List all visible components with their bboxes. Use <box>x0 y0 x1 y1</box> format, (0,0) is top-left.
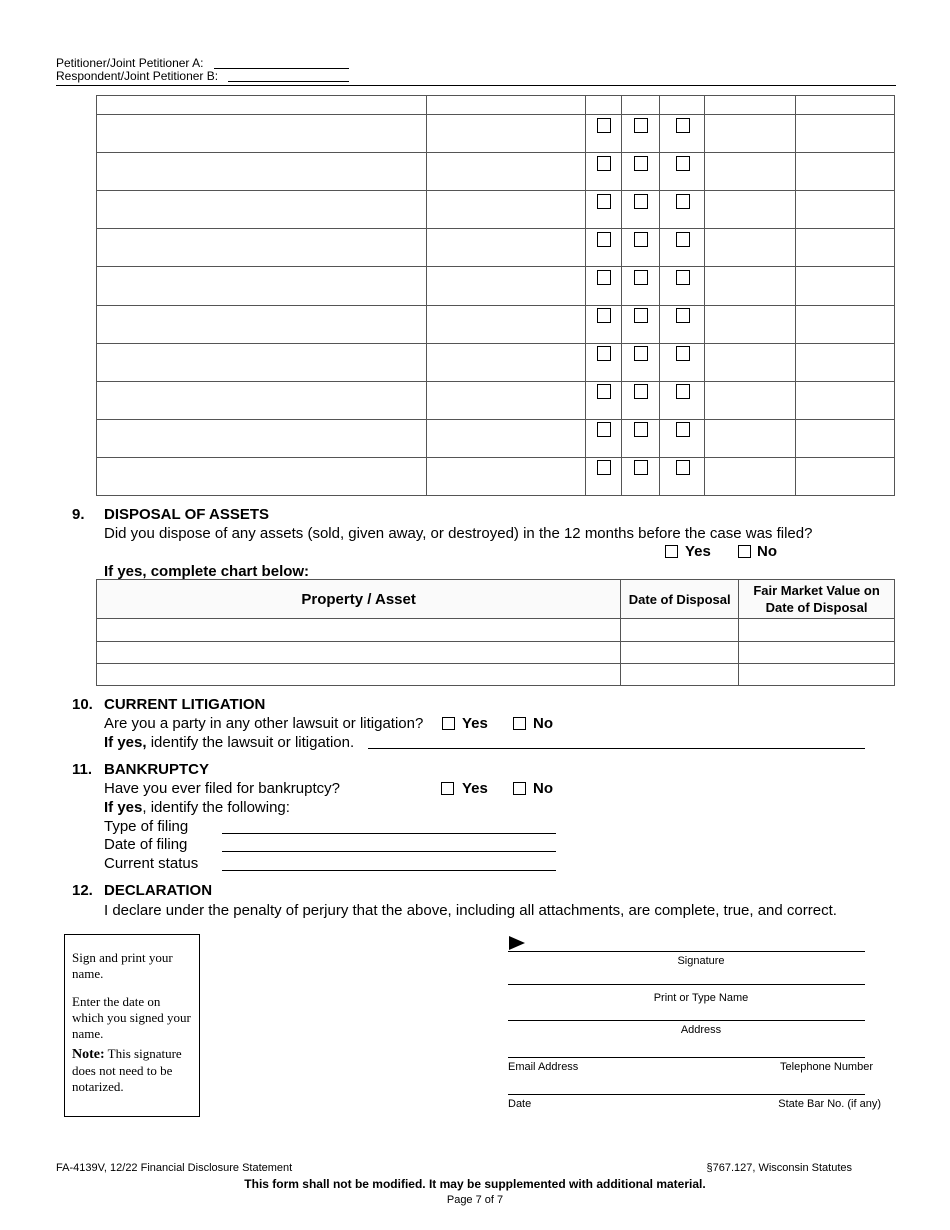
table-row[interactable] <box>97 381 895 419</box>
row-checkbox[interactable] <box>597 346 611 361</box>
table-row[interactable] <box>97 419 895 457</box>
row-checkbox[interactable] <box>676 422 690 437</box>
row-checkbox[interactable] <box>634 308 648 323</box>
s11-no-checkbox[interactable] <box>513 782 526 795</box>
s9-number: 9. <box>72 506 85 523</box>
row-checkbox[interactable] <box>597 270 611 285</box>
row-checkbox[interactable] <box>597 232 611 247</box>
instruction-date: Enter the date on which you signed your name. <box>72 994 191 1041</box>
table-row[interactable] <box>97 663 895 685</box>
row-checkbox[interactable] <box>676 384 690 399</box>
address-field[interactable] <box>508 1020 865 1021</box>
row-checkbox[interactable] <box>634 194 648 209</box>
note-label: Note: <box>72 1047 105 1062</box>
s11-title: BANKRUPTCY <box>104 761 209 778</box>
header-rule <box>56 85 896 86</box>
s11-number: 11. <box>72 761 93 778</box>
footer-notice: This form shall not be modified. It may be supplemented with additional material. <box>244 1177 706 1191</box>
s12-title: DECLARATION <box>104 882 213 899</box>
s11-status-label: Current status <box>104 855 199 872</box>
row-checkbox[interactable] <box>676 232 690 247</box>
s10-no-checkbox[interactable] <box>513 717 526 730</box>
row-checkbox[interactable] <box>597 118 611 133</box>
table-row[interactable] <box>97 229 895 267</box>
row-checkbox[interactable] <box>634 156 648 171</box>
email-label: Email Address <box>508 1061 579 1073</box>
row-checkbox[interactable] <box>597 156 611 171</box>
row-checkbox[interactable] <box>597 460 611 475</box>
date-barno-field[interactable] <box>508 1094 865 1095</box>
email-telephone-field[interactable] <box>508 1057 865 1058</box>
date-label: Date <box>508 1098 532 1110</box>
s9-no-label: No <box>757 543 777 560</box>
table-row[interactable] <box>97 641 895 663</box>
row-checkbox[interactable] <box>676 346 690 361</box>
col-date-of-disposal: Date of Disposal <box>621 580 739 619</box>
instruction-box <box>64 934 200 1117</box>
table-row[interactable] <box>97 619 895 641</box>
table-row[interactable] <box>97 153 895 191</box>
s11-ifyes-bold: If yes <box>104 799 143 816</box>
s11-type-label: Type of filing <box>104 818 189 835</box>
instruction-sign: Sign and print your name. <box>72 950 173 981</box>
s11-question: Have you ever filed for bankruptcy? <box>104 780 340 797</box>
s10-yes-checkbox[interactable] <box>442 717 455 730</box>
s11-ifyes <box>104 799 290 816</box>
s12-text: I declare under the penalty of perjury that the above, including all attachments, are complete, true, and correct. <box>104 902 837 919</box>
table-row[interactable] <box>97 457 895 495</box>
row-checkbox[interactable] <box>634 232 648 247</box>
row-checkbox[interactable] <box>597 308 611 323</box>
row-checkbox[interactable] <box>676 308 690 323</box>
row-checkbox[interactable] <box>597 422 611 437</box>
bar-no-label: State Bar No. (if any) <box>778 1098 881 1110</box>
col-property-asset: Property / Asset <box>97 580 621 619</box>
s10-title: CURRENT LITIGATION <box>104 696 266 713</box>
col-fmv-line2: Date of Disposal <box>765 600 868 616</box>
current-status-field[interactable] <box>222 870 556 871</box>
footer-page: Page 7 of 7 <box>446 1194 504 1206</box>
s9-no-checkbox[interactable] <box>738 545 751 558</box>
s9-title: DISPOSAL OF ASSETS <box>104 506 270 523</box>
table-row[interactable] <box>97 191 895 229</box>
litigation-field[interactable] <box>368 748 865 749</box>
row-checkbox[interactable] <box>634 422 648 437</box>
row-checkbox[interactable] <box>597 384 611 399</box>
s12-number: 12. <box>72 882 93 899</box>
col-fmv-line1: Fair Market Value on <box>753 583 880 599</box>
s10-ifyes <box>104 734 354 751</box>
disposal-table <box>96 579 895 686</box>
row-checkbox[interactable] <box>597 194 611 209</box>
table-header-row <box>97 96 895 115</box>
s10-question: Are you a party in any other lawsuit or litigation? <box>104 715 424 732</box>
s11-yes-label: Yes <box>462 780 488 797</box>
signature-field[interactable] <box>508 951 865 952</box>
table-row[interactable] <box>97 267 895 305</box>
s11-no-label: No <box>533 780 553 797</box>
s10-ifyes-text: identify the lawsuit or litigation. <box>150 734 355 751</box>
s10-yes-label: Yes <box>462 715 488 732</box>
table-row[interactable] <box>97 305 895 343</box>
note-text: This signature does not need to be notarized. <box>72 1046 182 1094</box>
s9-instruction: If yes, complete chart below: <box>104 563 310 580</box>
footer-statute: §767.127, Wisconsin Statutes <box>706 1162 852 1174</box>
s11-yes-checkbox[interactable] <box>441 782 454 795</box>
footer-form-id: FA-4139V, 12/22 Financial Disclosure Statement <box>56 1162 293 1174</box>
row-checkbox[interactable] <box>634 118 648 133</box>
s10-ifyes-bold: If yes, <box>104 734 147 751</box>
assets-continuation-table <box>96 95 895 496</box>
respondent-field[interactable] <box>228 81 349 82</box>
row-checkbox[interactable] <box>676 270 690 285</box>
row-checkbox[interactable] <box>634 346 648 361</box>
print-name-label: Print or Type Name <box>653 992 749 1004</box>
row-checkbox[interactable] <box>634 270 648 285</box>
s9-yes-checkbox[interactable] <box>665 545 678 558</box>
col-fair-market-value <box>739 580 895 619</box>
petitioner-field[interactable] <box>214 68 349 69</box>
row-checkbox[interactable] <box>634 460 648 475</box>
row-checkbox[interactable] <box>676 156 690 171</box>
signature-label: Signature <box>677 955 725 967</box>
row-checkbox[interactable] <box>676 118 690 133</box>
instruction-note <box>72 1046 192 1095</box>
s9-yes-label: Yes <box>685 543 711 560</box>
s10-no-label: No <box>533 715 553 732</box>
s11-date-label: Date of filing <box>104 836 188 853</box>
signature-arrow-icon <box>508 935 526 951</box>
s11-ifyes-text: , identify the following: <box>142 799 290 816</box>
s10-number: 10. <box>72 696 93 713</box>
date-of-filing-field[interactable] <box>222 851 556 852</box>
table-row[interactable] <box>97 115 895 153</box>
petitioner-label: Petitioner/Joint Petitioner A: <box>56 56 204 70</box>
s9-question: Did you dispose of any assets (sold, given away, or destroyed) in the 12 months before the case was filed? <box>104 525 813 542</box>
address-label: Address <box>680 1024 722 1036</box>
row-checkbox[interactable] <box>676 194 690 209</box>
row-checkbox[interactable] <box>634 384 648 399</box>
telephone-label: Telephone Number <box>780 1061 873 1073</box>
row-checkbox[interactable] <box>676 460 690 475</box>
print-name-field[interactable] <box>508 984 865 985</box>
respondent-label: Respondent/Joint Petitioner B: <box>56 69 219 83</box>
table-row[interactable] <box>97 343 895 381</box>
type-of-filing-field[interactable] <box>222 833 556 834</box>
